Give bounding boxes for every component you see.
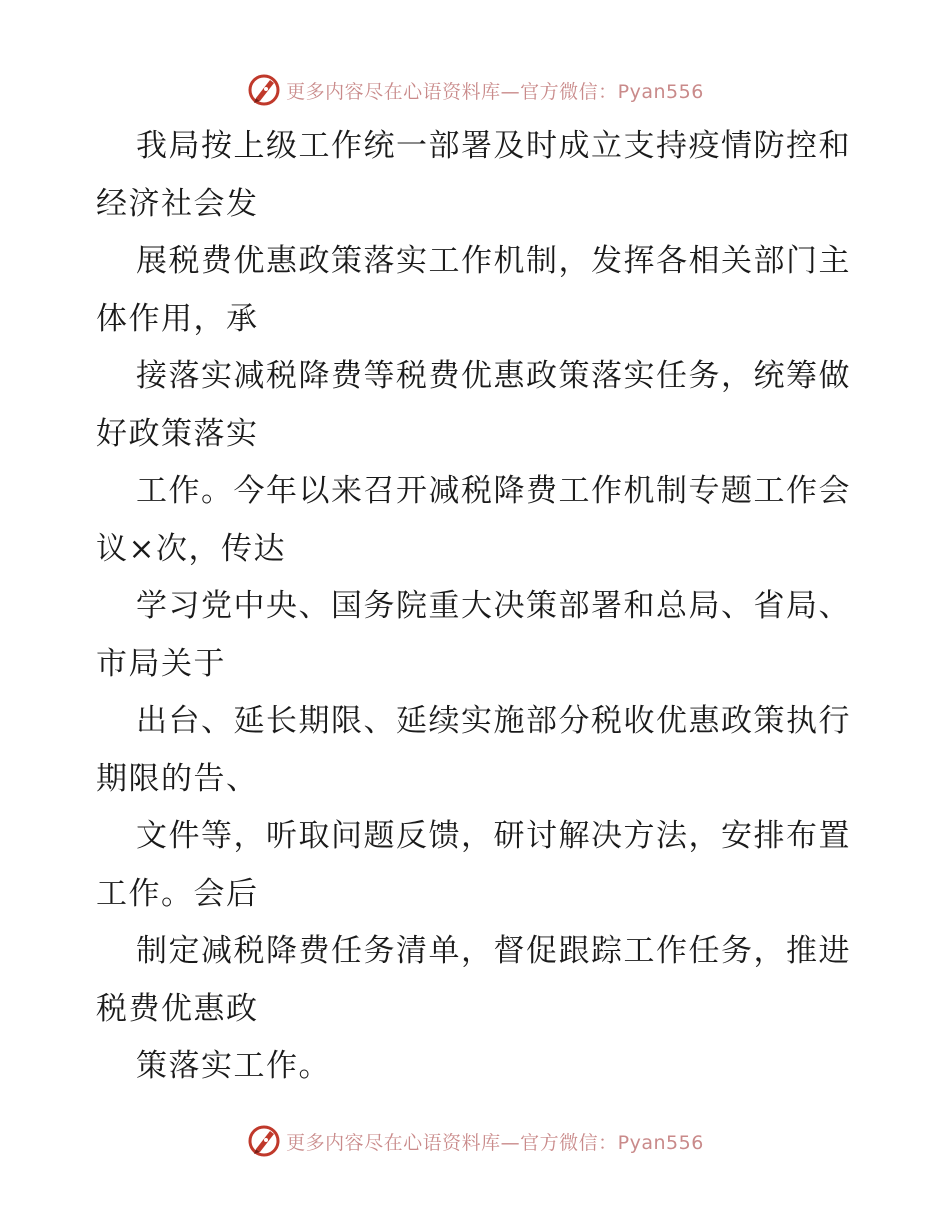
paragraph: 出台、延长期限、延续实施部分税收优惠政策执行期限的告、 xyxy=(96,703,851,797)
paragraph: 文件等，听取问题反馈，研讨解决方法，安排布置工作。会后 xyxy=(96,818,851,912)
paragraph: 我局按上级工作统一部署及时成立支持疫情防控和经济社会发 xyxy=(96,128,851,222)
document-body xyxy=(96,118,856,1096)
paragraph: 学习党中央、国务院重大决策部署和总局、省局、市局关于 xyxy=(96,588,851,682)
paragraph: 策落实工作。 xyxy=(136,1048,331,1084)
paragraph: 工作。今年以来召开减税降费工作机制专题工作会议×次，传达 xyxy=(96,473,851,567)
paragraph: 展税费优惠政策落实工作机制，发挥各相关部门主体作用，承 xyxy=(96,243,851,337)
paragraph: 制定减税降费任务清单，督促跟踪工作任务，推进税费优惠政 xyxy=(96,933,851,1027)
pen-logo-icon xyxy=(246,72,282,108)
header-banner-text: 更多内容尽在心语资料库—官方微信：Pyan556 xyxy=(286,80,704,103)
footer-banner xyxy=(0,1121,950,1161)
paragraph: 接落实减税降费等税费优惠政策落实任务，统筹做好政策落实 xyxy=(96,358,851,452)
pen-logo-icon xyxy=(246,1123,282,1159)
header-banner xyxy=(0,70,950,110)
footer-banner-text: 更多内容尽在心语资料库—官方微信：Pyan556 xyxy=(286,1131,704,1154)
